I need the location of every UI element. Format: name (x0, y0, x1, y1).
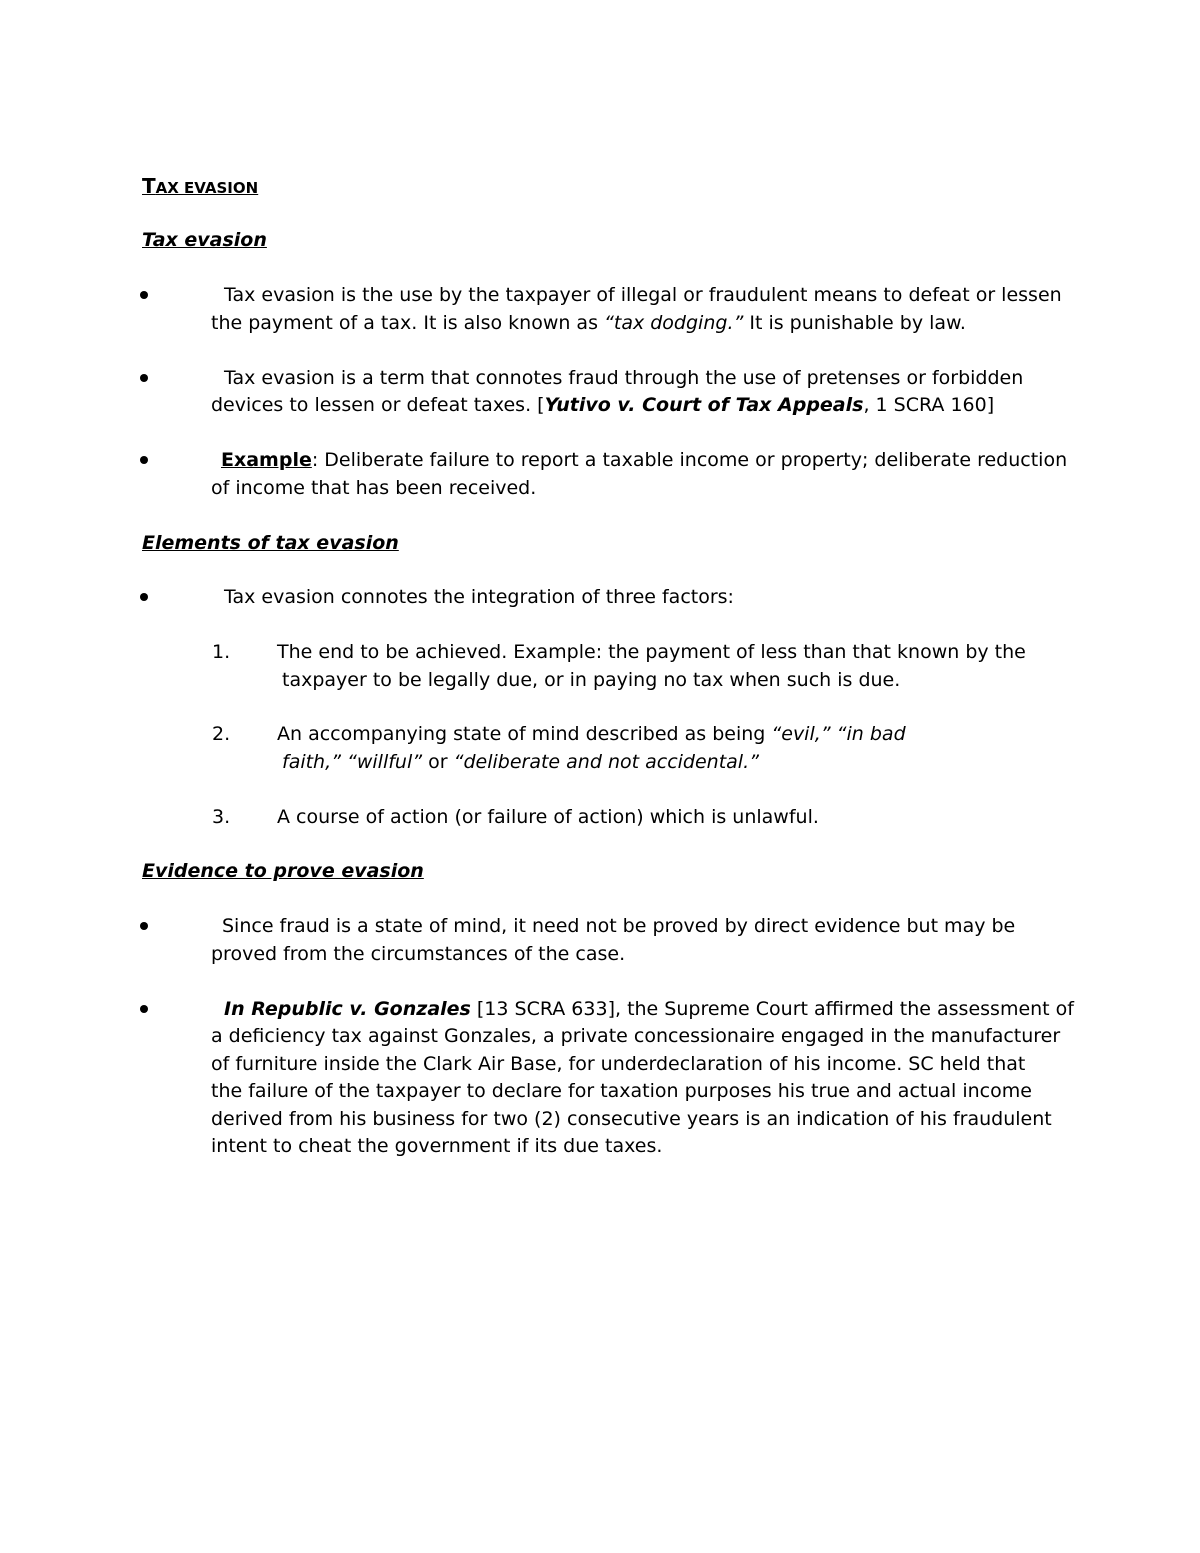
list-number: 1. (212, 641, 231, 663)
section-heading-evidence: Evidence to prove evasion (142, 860, 424, 882)
bullet-icon (140, 374, 148, 382)
bullet-icon (140, 291, 148, 299)
bullet-icon (140, 1005, 148, 1013)
paragraph-line: In Republic v. Gonzales [13 SCRA 633], the Supreme Court affirmed the assessment of (224, 998, 1074, 1020)
paragraph-line: of income that has been received. (211, 477, 537, 499)
paragraph-line: the payment of a tax. It is also known as “tax dodging.” It is punishable by law. (211, 312, 966, 334)
paragraph-line: Tax evasion connotes the integration of three factors: (224, 586, 734, 608)
list-number: 2. (212, 723, 231, 745)
case-citation: In Republic v. Gonzales (224, 998, 471, 1020)
example-label: Example (221, 449, 312, 471)
paragraph-line: intent to cheat the government if its due taxes. (211, 1135, 663, 1157)
paragraph-line: the failure of the taxpayer to declare for taxation purposes his true and actual income (211, 1080, 1032, 1102)
paragraph-line: Tax evasion is a term that connotes fraud through the use of pretenses or forbidden (224, 367, 1024, 389)
list-item-line: faith,” “willful” or “deliberate and not accidental.” (282, 751, 759, 773)
list-item-line: The end to be achieved. Example: the payment of less than that known by the (277, 641, 1026, 663)
section-heading-elements: Elements of tax evasion (142, 532, 399, 554)
paragraph-line: Since fraud is a state of mind, it need not be proved by direct evidence but may be (222, 915, 1016, 937)
bullet-icon (140, 456, 148, 464)
list-item-line: taxpayer to be legally due, or in paying no tax when such is due. (282, 669, 901, 691)
list-number: 3. (212, 806, 231, 828)
bullet-icon (140, 593, 148, 601)
paragraph-line: Example: Deliberate failure to report a taxable income or property; deliberate reduction (221, 449, 1068, 471)
paragraph-line: Tax evasion is the use by the taxpayer of illegal or fraudulent means to defeat or lessen (224, 284, 1062, 306)
case-citation: Yutivo v. Court of Tax Appeals (544, 394, 864, 416)
document-title: TAX EVASION (142, 174, 259, 198)
bullet-icon (140, 922, 148, 930)
paragraph-line: proved from the circumstances of the case. (211, 943, 626, 965)
paragraph-line: derived from his business for two (2) consecutive years is an indication of his fraudulent (211, 1108, 1052, 1130)
section-heading-tax-evasion: Tax evasion (142, 229, 267, 251)
paragraph-line: of furniture inside the Clark Air Base, for underdeclaration of his income. SC held that (211, 1053, 1026, 1075)
list-item-line: An accompanying state of mind described as being “evil,” “in bad (277, 723, 906, 745)
paragraph-line: a deficiency tax against Gonzales, a private concessionaire engaged in the manufacturer (211, 1025, 1061, 1047)
paragraph-line: devices to lessen or defeat taxes. [Yutivo v. Court of Tax Appeals, 1 SCRA 160] (211, 394, 995, 416)
list-item-line: A course of action (or failure of action) which is unlawful. (277, 806, 819, 828)
